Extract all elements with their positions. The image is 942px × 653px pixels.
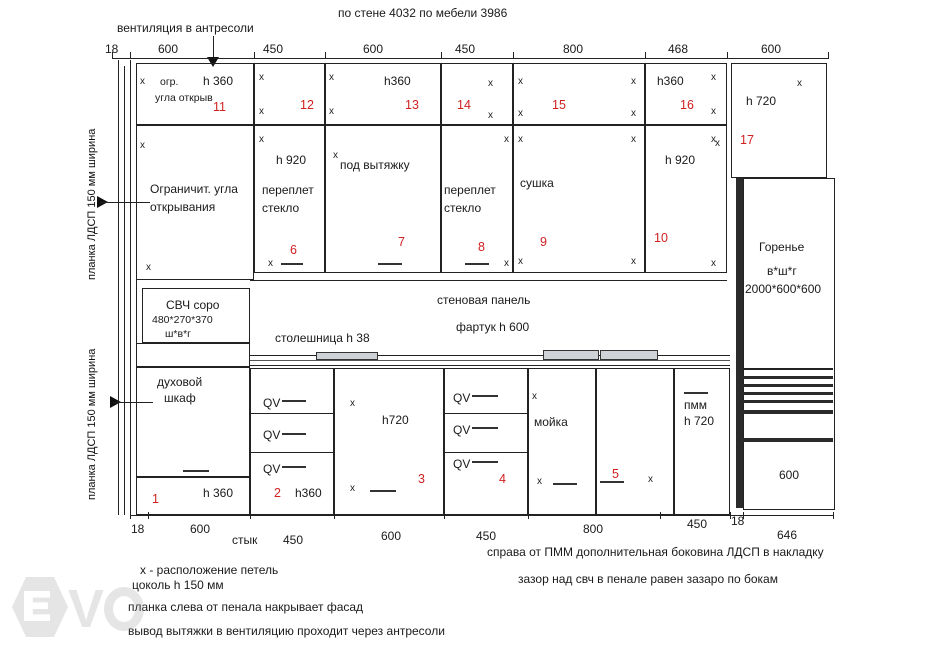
unit-1-num: 1 <box>152 492 159 506</box>
sink-label: мойка <box>534 415 568 429</box>
unit-13[interactable] <box>325 63 441 125</box>
bottom-dim-4: 450 <box>476 529 497 543</box>
left-plank-label-2: планка ЛДСП 150 мм ширина <box>86 348 98 500</box>
hob-left <box>316 352 378 360</box>
unit-17-num: 17 <box>740 133 754 147</box>
hinge-x: x <box>518 108 523 119</box>
top-dim-3: 600 <box>363 42 384 56</box>
unit-8-num: 8 <box>478 240 485 254</box>
hinge-x: x <box>350 398 355 409</box>
top-dim-7: 600 <box>761 42 782 56</box>
hinge-x: x <box>711 134 716 145</box>
unit-8-line2: стекло <box>444 201 482 215</box>
fridge-side-shade <box>736 178 743 508</box>
unit-17-height: h 720 <box>746 94 777 108</box>
unit-2-label: h360 <box>295 486 322 500</box>
hob-center <box>543 350 599 360</box>
unit-7-num: 7 <box>398 235 405 249</box>
bottom-dim-1: 600 <box>190 522 211 536</box>
fridge-brand: Горенье <box>759 240 805 254</box>
unit-5-num: 5 <box>612 467 619 481</box>
unit-13-height: h360 <box>384 74 411 88</box>
unit-6-line1: переплет <box>262 183 314 197</box>
hinge-x: x <box>631 256 636 267</box>
hinge-x: x <box>711 72 716 83</box>
top-dim-4: 450 <box>455 42 476 56</box>
hinge-x: x <box>631 108 636 119</box>
top-dim-2: 450 <box>263 42 284 56</box>
microwave-gap <box>136 343 250 367</box>
bottom-dim-6: 450 <box>687 517 708 531</box>
corner-limiter-line1: Ограничит. угла <box>150 182 238 196</box>
unit-3-label: h720 <box>382 413 409 427</box>
hinge-x: x <box>532 391 537 402</box>
unit-17[interactable] <box>731 63 827 178</box>
unit-11-line2: угла открыв <box>155 92 213 104</box>
unit-7[interactable] <box>325 125 441 273</box>
note-5: зазор над свч в пенале равен зазаро по бокам <box>518 572 778 586</box>
apron-label: фартук h 600 <box>456 320 530 334</box>
unit-6-line2: стекло <box>262 201 300 215</box>
unit-8[interactable] <box>441 125 513 273</box>
countertop-label: столешница h 38 <box>275 331 370 345</box>
bottom-dim-5: 800 <box>583 522 604 536</box>
top-dim-0: 18 <box>105 42 119 56</box>
fridge-unit[interactable] <box>743 178 835 510</box>
unit-15-num: 15 <box>552 98 566 112</box>
unit-2-qv-1: QV <box>263 396 281 410</box>
unit-6-num: 6 <box>290 243 297 257</box>
unit-12[interactable] <box>254 63 325 125</box>
hinge-x: x <box>259 134 264 145</box>
unit-2-num: 2 <box>274 486 281 500</box>
unit-11-num: 11 <box>213 100 226 114</box>
bottom-dim-2: 450 <box>283 533 304 547</box>
hinge-x: x <box>259 106 264 117</box>
hinge-x: x <box>504 258 509 269</box>
unit-2-qv-3: QV <box>263 462 281 476</box>
unit-10-num: 10 <box>654 231 668 245</box>
unit-14-num: 14 <box>457 98 471 112</box>
bottom-dim-joint: стык <box>232 533 258 547</box>
note-2: планка слева от пенала накрывает фасад <box>128 600 364 614</box>
bottom-dim-3: 600 <box>381 529 402 543</box>
hinge-x: x <box>518 256 523 267</box>
hinge-x: x <box>711 258 716 269</box>
handle <box>282 466 306 468</box>
unit-13-num: 13 <box>405 98 419 112</box>
unit-11-height: h 360 <box>203 74 234 88</box>
handle <box>282 433 306 435</box>
hinge-x: x <box>488 110 493 121</box>
unit-4-num: 4 <box>499 472 506 486</box>
hinge-x: x <box>146 262 151 273</box>
handle <box>281 263 303 265</box>
handle <box>472 427 498 429</box>
unit-10-height: h 920 <box>665 153 696 167</box>
bottom-dim-7: 18 <box>731 514 745 528</box>
unit-5[interactable] <box>596 368 674 515</box>
unit-sink[interactable] <box>528 368 596 515</box>
bottom-dim-8: 646 <box>777 528 798 542</box>
top-dim-6: 468 <box>668 42 689 56</box>
unit-14[interactable] <box>441 63 513 125</box>
handle <box>684 392 708 394</box>
fridge-bottom-dim: 600 <box>779 468 800 482</box>
hinge-x: x <box>631 76 636 87</box>
hinge-x: x <box>631 134 636 145</box>
unit-16-height: h360 <box>657 74 684 88</box>
vent-arrow-stem <box>213 36 214 58</box>
hinge-x: x <box>715 138 720 149</box>
unit-10[interactable] <box>645 125 727 273</box>
hinge-x: x <box>518 134 523 145</box>
handle <box>378 263 402 265</box>
unit-6-height: h 920 <box>276 153 307 167</box>
fridge-dims-note: в*ш*г <box>767 264 797 278</box>
handle <box>465 263 489 265</box>
hinge-x: x <box>329 106 334 117</box>
handle <box>600 481 624 483</box>
wall-panel-label: стеновая панель <box>437 293 531 307</box>
unit-9[interactable] <box>513 125 645 273</box>
unit-11-line1: огр. <box>160 76 179 88</box>
unit-1-label: h 360 <box>203 486 234 500</box>
bottom-dim-0: 18 <box>131 522 145 536</box>
hinge-x: x <box>504 134 509 145</box>
handle <box>183 470 209 472</box>
hinge-x: x <box>329 72 334 83</box>
vent-note: вентиляция в антресоли <box>117 21 254 35</box>
handle <box>472 395 498 397</box>
hinge-x: x <box>333 150 338 161</box>
hinge-x: x <box>259 72 264 83</box>
hob-right <box>600 350 658 360</box>
note-1: цоколь h 150 мм <box>132 578 224 592</box>
fridge-dims: 2000*600*600 <box>745 282 822 296</box>
microwave-size-note: ш*в*г <box>165 328 192 340</box>
hinge-x: x <box>518 76 523 87</box>
handle <box>472 461 498 463</box>
oven-line2: шкаф <box>164 391 196 405</box>
hinge-x: x <box>797 78 802 89</box>
countertop-line-bottom <box>250 365 730 366</box>
top-dimension-line <box>112 58 828 59</box>
unit-2-qv-2: QV <box>263 428 281 442</box>
unit-16-num: 16 <box>680 98 694 112</box>
microwave-size: 480*270*370 <box>152 314 213 326</box>
hinge-x: x <box>268 258 273 269</box>
hinge-x: x <box>140 140 145 151</box>
handle <box>370 490 396 492</box>
unit-9-num: 9 <box>540 235 547 249</box>
handle <box>282 400 306 402</box>
oven-line1: духовой <box>157 375 203 389</box>
hinge-x: x <box>537 476 542 487</box>
left-plank-label-1: планка ЛДСП 150 мм ширина <box>86 128 98 280</box>
top-dim-5: 800 <box>563 42 584 56</box>
dishwasher-line1: пмм <box>684 398 707 412</box>
unit-3-num: 3 <box>418 472 425 486</box>
title-top: по стене 4032 по мебели 3986 <box>338 6 508 20</box>
dishwasher-line2: h 720 <box>684 414 715 428</box>
note-3: вывод вытяжки в вентиляцию проходит через антресоли <box>128 624 445 638</box>
handle <box>553 483 577 485</box>
unit-4-qv-1: QV <box>453 391 471 405</box>
unit-7-line1: под вытяжку <box>340 158 410 172</box>
unit-12-num: 12 <box>300 98 314 112</box>
note-0: х - расположение петель <box>140 563 279 577</box>
note-4: справа от ПММ дополнительная боковина ЛДСП в накладку <box>487 545 824 559</box>
watermark-logo: V <box>12 573 142 639</box>
unit-9-line1: сушка <box>520 176 554 190</box>
top-dim-1: 600 <box>158 42 179 56</box>
unit-4-qv-3: QV <box>453 457 471 471</box>
bottom-dimension-line <box>130 515 833 516</box>
unit-4-qv-2: QV <box>453 423 471 437</box>
hinge-x: x <box>648 474 653 485</box>
unit-8-line1: переплет <box>444 183 496 197</box>
hinge-x: x <box>140 76 145 87</box>
hinge-x: x <box>488 78 493 89</box>
hinge-x: x <box>350 483 355 494</box>
hinge-x: x <box>711 106 716 117</box>
corner-limiter-line2: открывания <box>150 200 216 214</box>
microwave-label: СВЧ copo <box>166 298 220 312</box>
unit-dishwasher[interactable] <box>674 368 730 515</box>
unit-15[interactable] <box>513 63 645 125</box>
